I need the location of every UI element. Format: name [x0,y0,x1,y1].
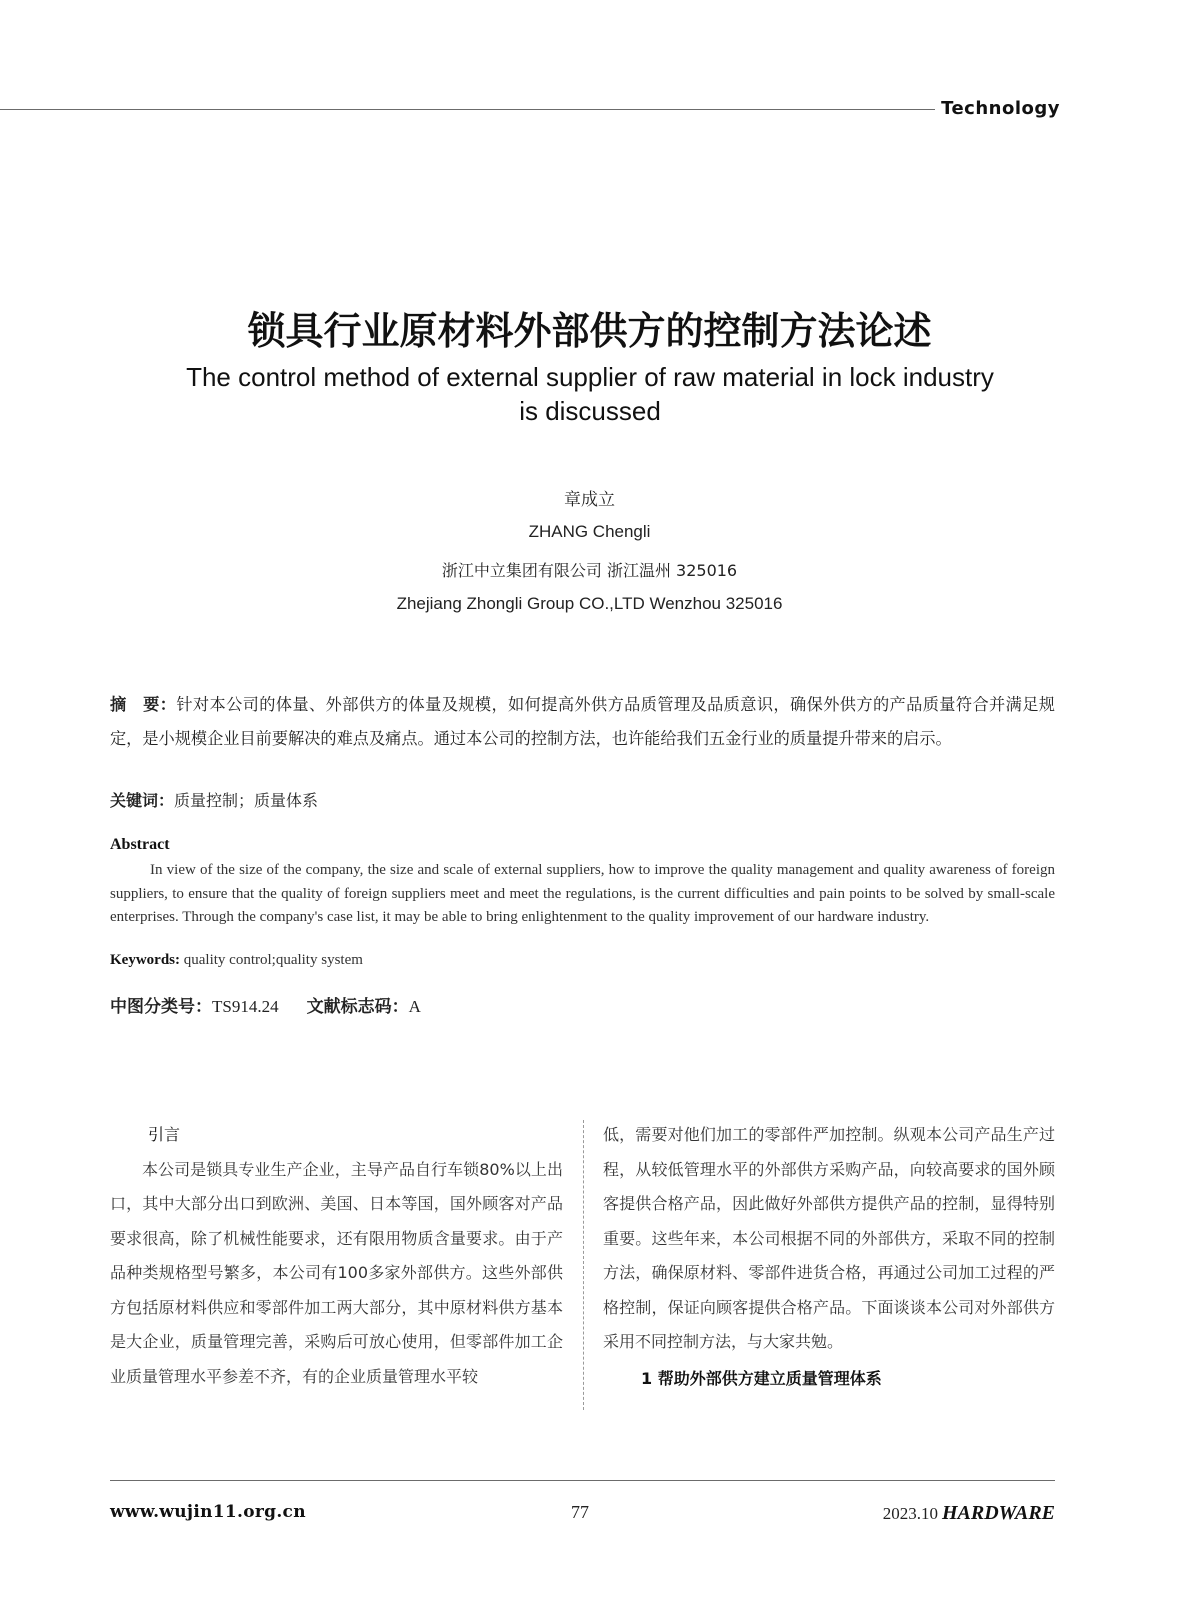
title-english [120,360,1060,428]
keywords-english [110,952,363,969]
page-number: 77 [571,1502,589,1522]
magazine-name: HARDWARE [942,1502,1055,1524]
footer-issue [780,1502,1055,1525]
body-column-right [603,1118,1055,1396]
keywords-english-label: Keywords: [110,952,180,968]
title-english-line2: is discussed [519,396,661,426]
doc-code-value: A [408,997,421,1016]
header-rule [0,109,935,110]
keywords-english-text: quality control;quality system [183,952,363,968]
body-column-left [110,1118,563,1394]
title-english-line1: The control method of external supplier of raw material in lock industry [186,362,994,392]
intro-paragraph-right: 低，需要对他们加工的零部件严加控制。纵观本公司产品生产过程，从较低管理水平的外部供方采购产品，向较高要求的国外顾客提供合格产品，因此做好外部供方提供产品的控制，显得特别重要。这些年来，本公司根据不同的外部供方，采取不同的控制方法，确保原材料、零部件进货合格，再通过公司加工过程的严格控制，保证向顾客提供合格产品。下面谈谈本公司对外部供方采用不同控制方法，与大家共勉。 [603,1125,1055,1351]
title-chinese: 锁具行业原材料外部供方的控制方法论述 [247,309,932,353]
column-divider [583,1120,584,1410]
clc-label: 中图分类号： [110,997,212,1017]
keywords-chinese [110,786,1055,816]
section-1-heading: 1 帮助外部供方建立质量管理体系 [641,1368,882,1388]
keywords-chinese-label: 关键词： [110,791,175,810]
abstract-english-text: In view of the size of the company, the size and scale of external suppliers, how to improve the quality management and quality awareness of foreign suppliers, to ensure that the quality of foreign suppliers meet and meet the regulations, is the current difficulties and pain points to be solved by small-scale enterprises. Through the company's case list, it may be able to bring enlightenment to the quality improvement of our hardware industry. [110,862,1055,925]
abstract-chinese-text: 针对本公司的体量、外部供方的体量及规模，如何提高外供方品质管理及品质意识，确保外供方的产品质量符合并满足规定，是小规模企业目前要解决的难点及痛点。通过本公司的控制方法，也许能给我们五金行业的质量提升带来的启示。 [110,695,1055,748]
intro-heading: 引言 [148,1125,181,1144]
author-name-english: ZHANG Chengli [528,522,651,541]
affiliation-chinese: 浙江中立集团有限公司 浙江温州 325016 [441,561,738,580]
footer-rule [110,1480,1055,1481]
abstract-english-heading: Abstract [110,836,170,853]
issue-date: 2023.10 [882,1504,938,1523]
author-name-chinese: 章成立 [564,490,615,510]
clc-value: TS914.24 [212,997,279,1016]
classification-line [110,992,449,1017]
doc-code-label: 文献标志码： [306,997,409,1017]
abstract-chinese-label: 摘 要： [110,695,177,714]
footer-website: www.wujin11.org.cn [110,1502,306,1522]
intro-paragraph-left: 本公司是锁具专业生产企业，主导产品自行车锁80%以上出口，其中大部分出口到欧洲、美国、日本等国，国外顾客对产品要求很高，除了机械性能要求，还有限用物质含量要求。由于产品种类规格型号繁多，本公司有100多家外部供方。这些外部供方包括原材料供应和零部件加工两大部分，其中原材料供方基本是大企业，质量管理完善，采购后可放心使用，但零部件加工企业质量管理水平参差不齐，有的企业质量管理水平较 [110,1159,563,1386]
keywords-chinese-text: 质量控制；质量体系 [174,791,319,810]
affiliation-english: Zhejiang Zhongli Group CO.,LTD Wenzhou 325016 [396,594,783,613]
section-label: Technology [941,98,1060,119]
abstract-chinese [110,688,1055,756]
